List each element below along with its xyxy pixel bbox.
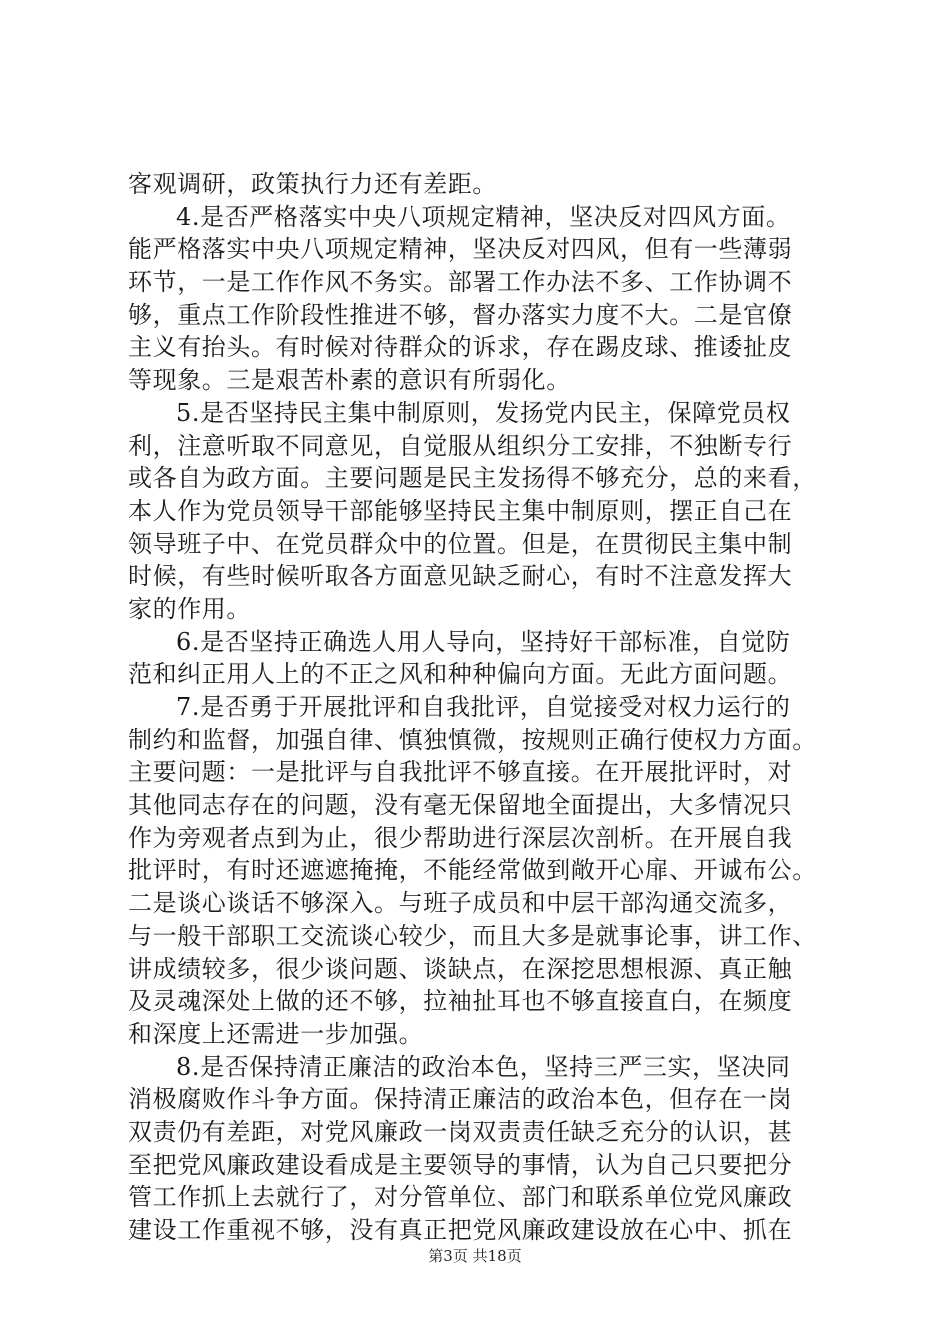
document-body [128, 168, 834, 1247]
text-line: 作为旁观者点到为止，很少帮助进行深层次剖析。在开展自我 [128, 823, 793, 852]
text-line: 家的作用。 [128, 594, 251, 623]
text-line: 其他同志存在的问题，没有毫无保留地全面提出，大多情况只 [128, 791, 793, 820]
text-line: 批评时，有时还遮遮掩掩，不能经常做到敞开心扉、开诚布公。 [128, 856, 817, 885]
text-line: 环节，一是工作作风不务实。部署工作办法不多、工作协调不 [128, 268, 793, 297]
text-line: 管工作抓上去就行了，对分管单位、部门和联系单位党风廉政 [128, 1183, 793, 1212]
text-line: 讲成绩较多，很少谈问题、谈缺点，在深挖思想根源、真正触 [128, 954, 793, 983]
text-line: 至把党风廉政建设看成是主要领导的事情，认为自己只要把分 [128, 1150, 793, 1179]
text-line: 8.是否保持清正廉洁的政治本色，坚持三严三实，坚决同 [176, 1052, 791, 1081]
text-line: 时候，有些时候听取各方面意见缺乏耐心，有时不注意发挥大 [128, 562, 793, 591]
text-line: 双责仍有差距，对党风廉政一岗双责责任缺乏充分的认识，甚 [128, 1117, 793, 1146]
text-line: 主要问题：一是批评与自我批评不够直接。在开展批评时，对 [128, 758, 793, 787]
text-line: 客观调研，政策执行力还有差距。 [128, 170, 497, 198]
text-line: 与一般干部职工交流谈心较少，而且大多是就事论事，讲工作、 [128, 921, 817, 950]
text-line: 主义有抬头。有时候对待群众的诉求，存在踢皮球、推诿扯皮 [128, 333, 793, 362]
text-line: 利，注意听取不同意见，自觉服从组织分工安排，不独断专行 [128, 431, 793, 460]
text-line: 够，重点工作阶段性推进不够，督办落实力度不大。二是官僚 [128, 300, 793, 329]
text-line: 4.是否严格落实中央八项规定精神，坚决反对四风方面。 [176, 202, 791, 231]
text-line: 或各自为政方面。主要问题是民主发扬得不够充分，总的来看， [128, 464, 817, 493]
text-line: 制约和监督，加强自律、慎独慎微，按规则正确行使权力方面。 [128, 725, 817, 754]
text-line: 5.是否坚持民主集中制原则，发扬党内民主，保障党员权 [176, 398, 791, 427]
text-line: 范和纠正用人上的不正之风和种种偏向方面。无此方面问题。 [128, 660, 793, 689]
text-line: 能严格落实中央八项规定精神，坚决反对四风，但有一些薄弱 [128, 235, 793, 264]
text-line: 领导班子中、在党员群众中的位置。但是，在贯彻民主集中制 [128, 529, 793, 558]
text-line: 二是谈心谈话不够深入。与班子成员和中层干部沟通交流多， [128, 889, 793, 918]
text-line: 建设工作重视不够，没有真正把党风廉政建设放在心中、抓在 [128, 1216, 793, 1244]
text-line: 和深度上还需进一步加强。 [128, 1019, 424, 1048]
text-line: 7.是否勇于开展批评和自我批评，自觉接受对权力运行的 [176, 693, 791, 721]
text-line: 等现象。三是艰苦朴素的意识有所弱化。 [128, 366, 571, 395]
text-line: 消极腐败作斗争方面。保持清正廉洁的政治本色，但存在一岗 [128, 1085, 793, 1114]
text-line: 6.是否坚持正确选人用人导向，坚持好干部标准，自觉防 [176, 627, 791, 656]
text-line: 本人作为党员领导干部能够坚持民主集中制原则，摆正自己在 [128, 496, 793, 525]
text-line: 及灵魂深处上做的还不够，拉袖扯耳也不够直接直白，在频度 [128, 987, 793, 1016]
page-footer: 第3页 共18页 [428, 1247, 522, 1265]
